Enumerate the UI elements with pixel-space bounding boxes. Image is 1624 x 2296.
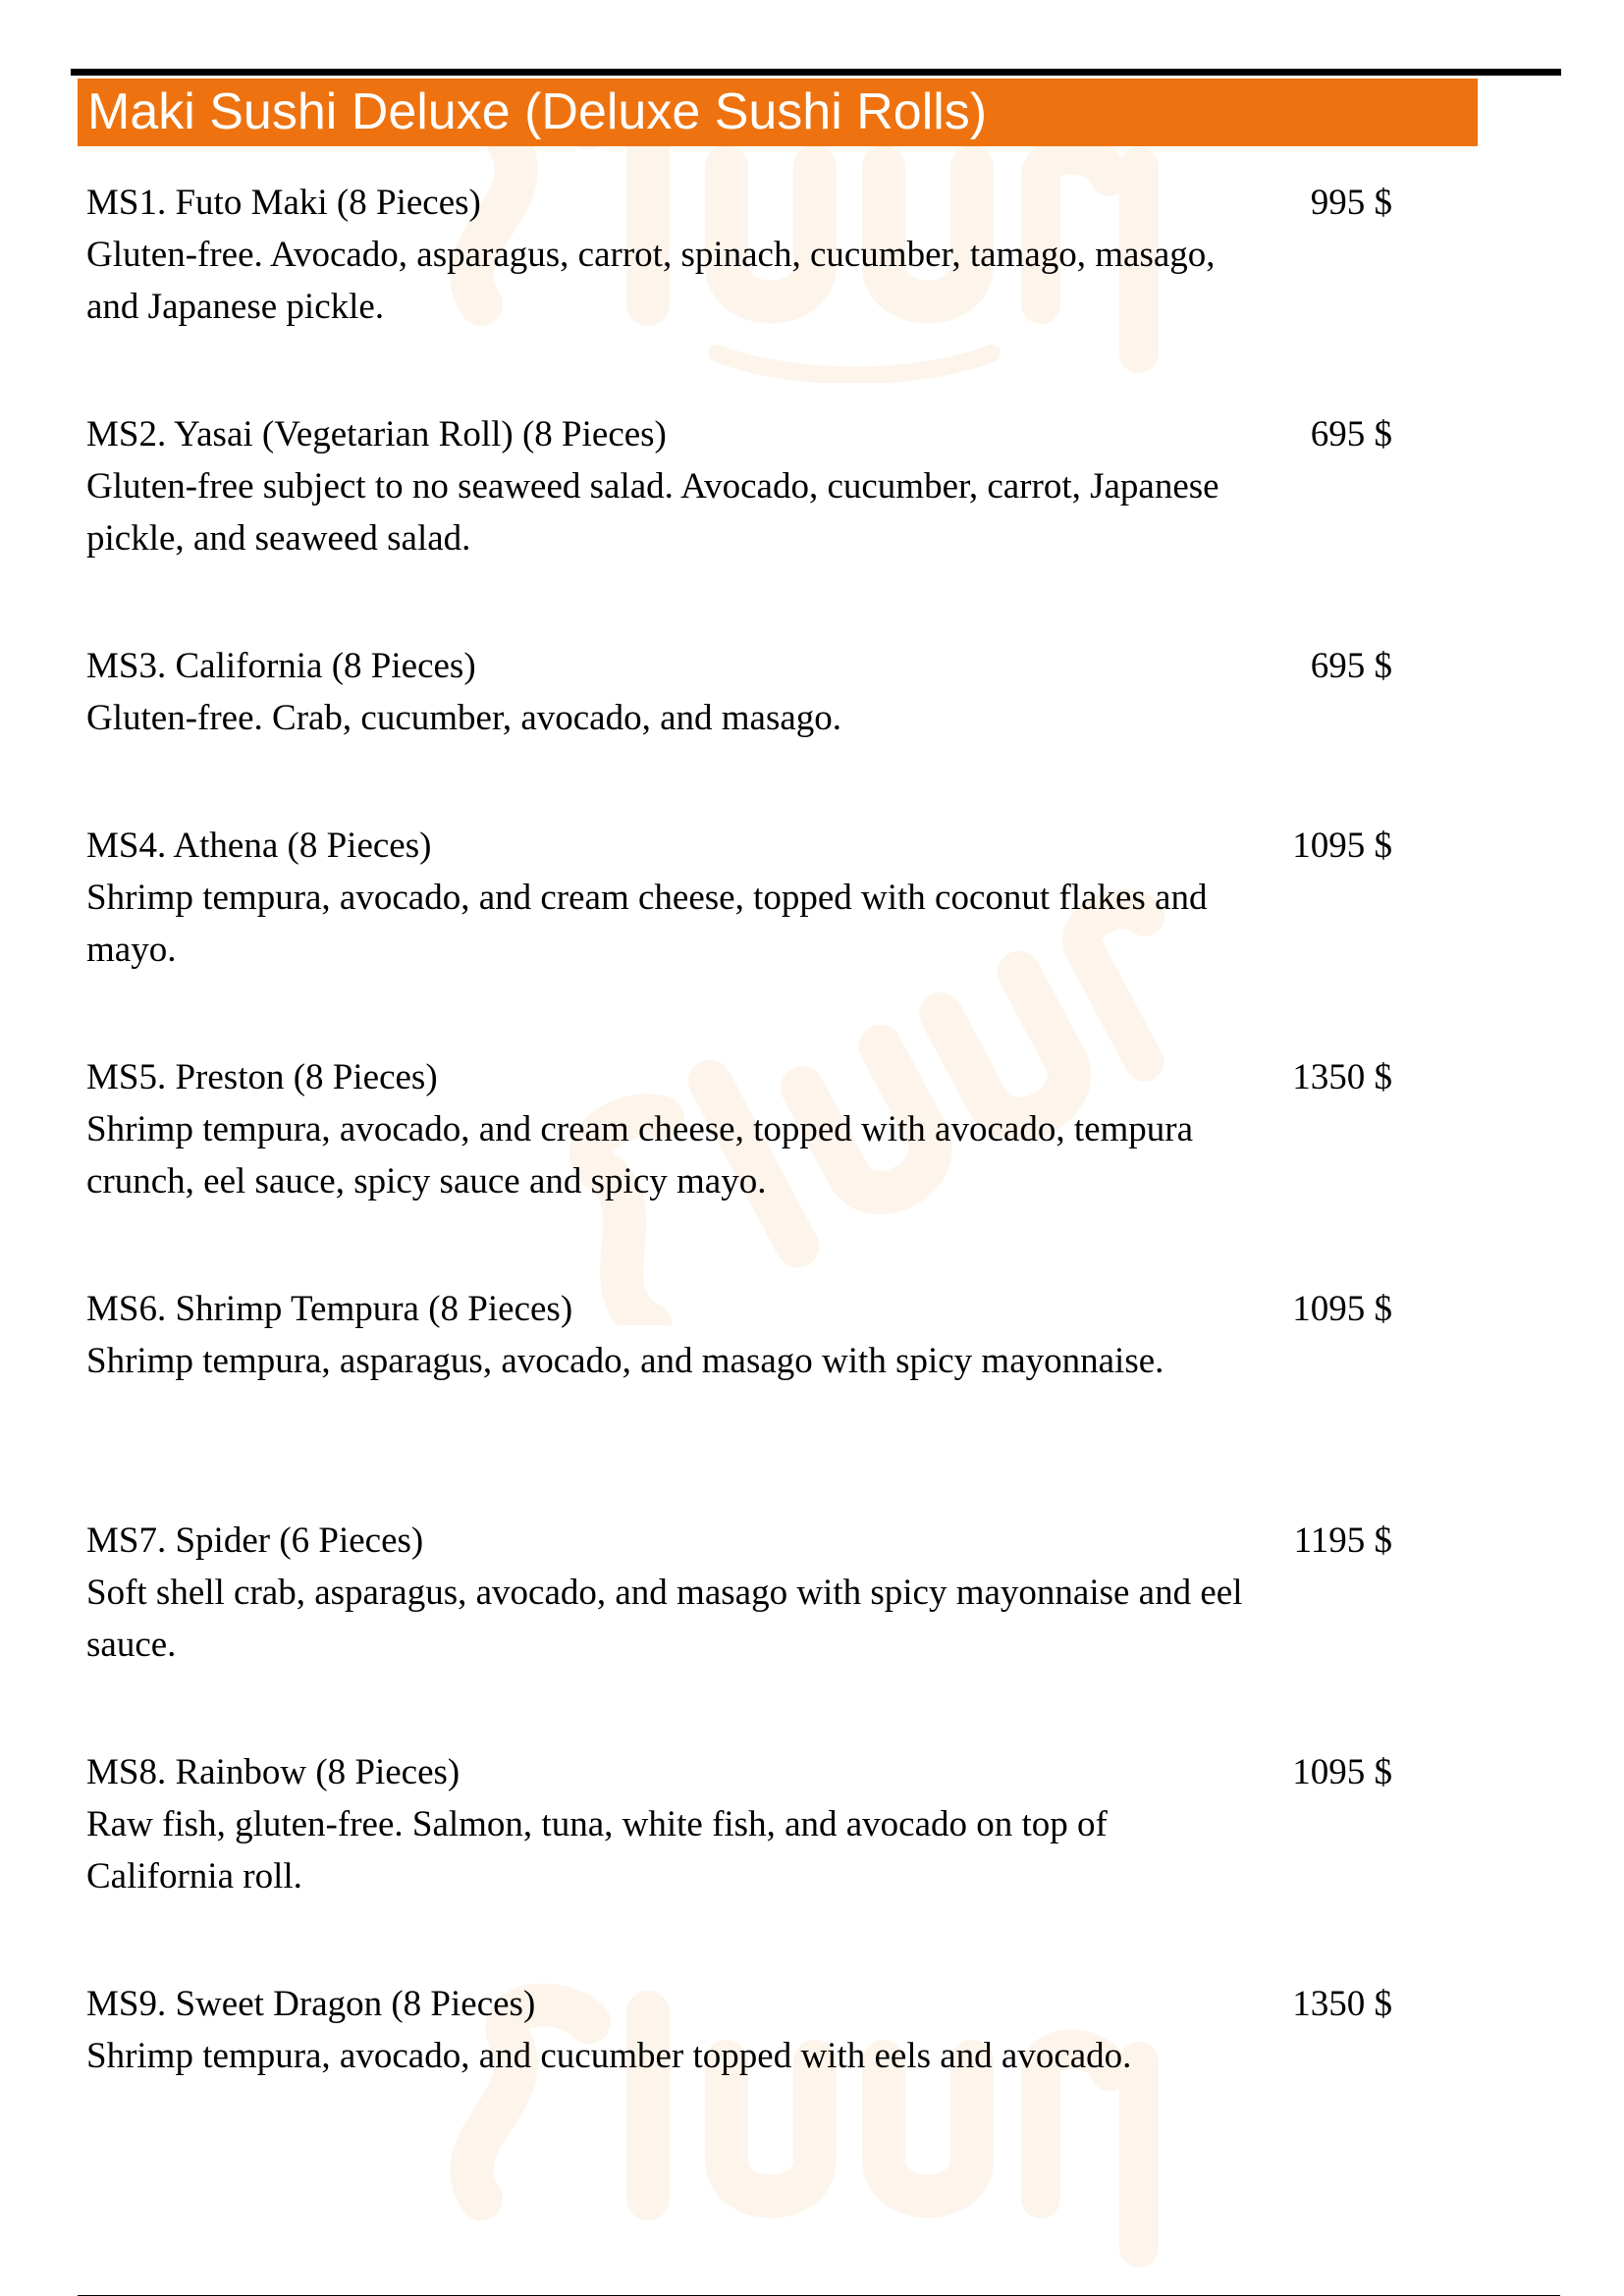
section-title: Maki Sushi Deluxe (Deluxe Sushi Rolls) (87, 83, 988, 140)
item-description: Gluten-free. Avocado, asparagus, carrot, spinach, cucumber, tamago, masago, and Japanese pickle. (86, 235, 1216, 327)
item-price: 995 $ (1310, 183, 1392, 223)
item-description: Shrimp tempura, avocado, and cream cheese, topped with avocado, tempura crunch, eel sauce, spicy sauce and spicy mayo. (86, 1109, 1194, 1201)
item-description: Shrimp tempura, avocado, and cream cheese, topped with coconut flakes and mayo. (86, 878, 1208, 970)
item-name: MS3. California (8 Pieces) (86, 646, 476, 686)
item-price: 1350 $ (1292, 1984, 1392, 2024)
menu-item (86, 1052, 1392, 1284)
menu-list (86, 178, 1392, 2211)
item-description: Gluten-free subject to no seaweed salad. Avocado, cucumber, carrot, Japanese pickle, and seaweed salad. (86, 466, 1219, 559)
item-name: MS6. Shrimp Tempura (8 Pieces) (86, 1289, 573, 1329)
item-price: 695 $ (1310, 646, 1392, 686)
item-description: Shrimp tempura, asparagus, avocado, and masago with spicy mayonnaise. (86, 1341, 1164, 1381)
menu-item (86, 1516, 1392, 1747)
item-price: 1095 $ (1292, 826, 1392, 866)
section-header (78, 79, 1478, 146)
item-name: MS2. Yasai (Vegetarian Roll) (8 Pieces) (86, 414, 667, 454)
item-description: Gluten-free. Crab, cucumber, avocado, and masago. (86, 698, 842, 738)
item-name: MS9. Sweet Dragon (8 Pieces) (86, 1984, 536, 2024)
item-price: 1095 $ (1292, 1289, 1392, 1329)
top-rule (71, 69, 1561, 76)
item-description: Soft shell crab, asparagus, avocado, and masago with spicy mayonnaise and eel sauce. (86, 1573, 1243, 1665)
item-price: 1350 $ (1292, 1057, 1392, 1097)
item-price: 1195 $ (1293, 1521, 1392, 1561)
item-description: Raw fish, gluten-free. Salmon, tuna, white fish, and avocado on top of California roll. (86, 1804, 1108, 1896)
item-name: MS4. Athena (8 Pieces) (86, 826, 432, 866)
menu-item (86, 1979, 1392, 2211)
menu-item (86, 1284, 1392, 1516)
item-description: Shrimp tempura, avocado, and cucumber topped with eels and avocado. (86, 2036, 1132, 2076)
item-name: MS5. Preston (8 Pieces) (86, 1057, 438, 1097)
item-name: MS1. Futo Maki (8 Pieces) (86, 183, 481, 223)
menu-item (86, 409, 1392, 641)
menu-item (86, 641, 1392, 821)
menu-item (86, 821, 1392, 1052)
menu-item (86, 178, 1392, 409)
item-name: MS7. Spider (6 Pieces) (86, 1521, 424, 1561)
item-price: 695 $ (1310, 414, 1392, 454)
menu-item (86, 1747, 1392, 1979)
item-name: MS8. Rainbow (8 Pieces) (86, 1752, 460, 1792)
item-price: 1095 $ (1292, 1752, 1392, 1792)
